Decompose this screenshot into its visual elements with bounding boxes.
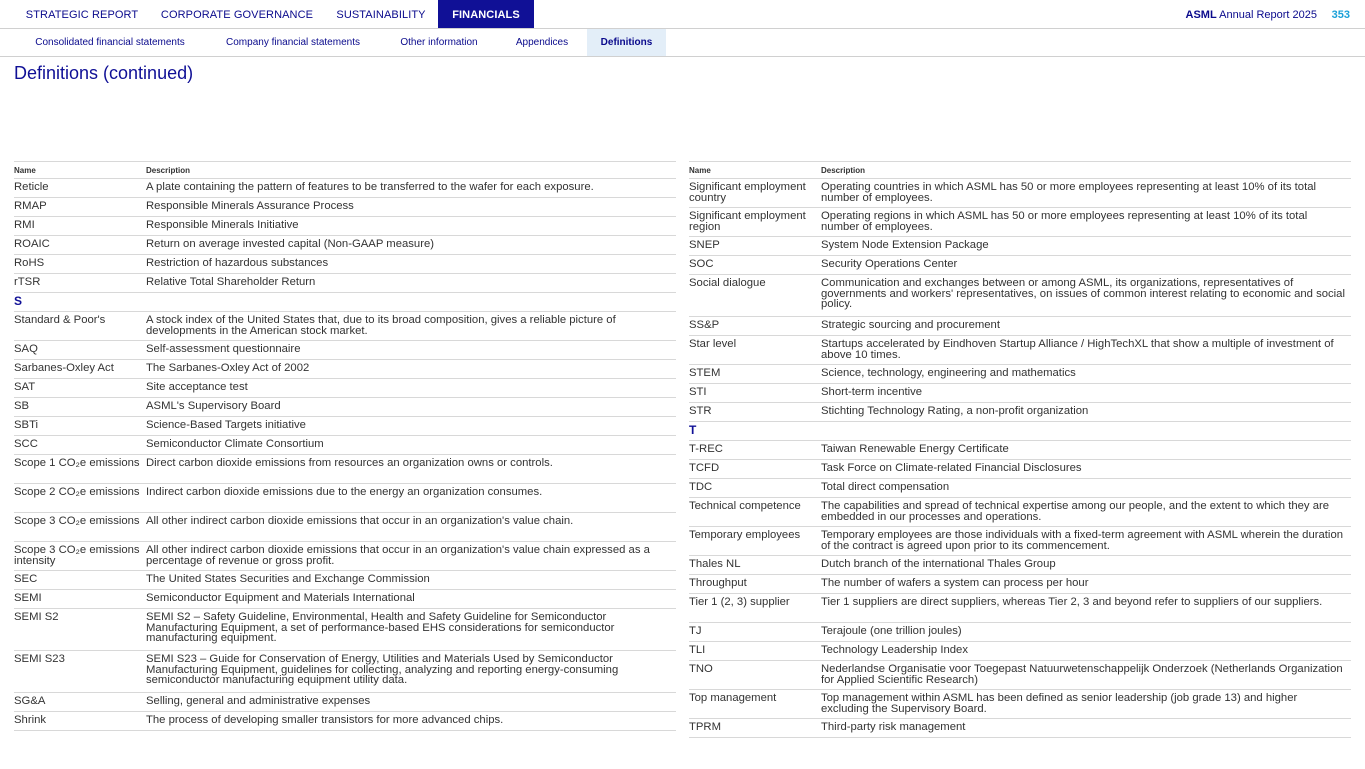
term-name: rTSR: [14, 274, 146, 293]
table-row: [689, 594, 1351, 623]
table-row: [689, 384, 1351, 403]
term-name: Shrink: [14, 712, 146, 731]
report-title: Annual Report 2025: [1219, 9, 1317, 21]
table-row: [14, 609, 676, 651]
page-title: Definitions (continued): [14, 63, 194, 83]
term-name: STEM: [689, 365, 821, 384]
table-row: [689, 403, 1351, 422]
term-description: Temporary employees are those individuals with a fixed-term agreement with ASML wherein the duration of the contract is agreed upon prior to its commencement.: [821, 527, 1351, 556]
term-name: TCFD: [689, 460, 821, 479]
term-description: Return on average invested capital (Non-GAAP measure): [146, 236, 676, 255]
term-description: Indirect carbon dioxide emissions due to the energy an organization consumes.: [146, 484, 676, 513]
definitions-left-body: [14, 179, 676, 731]
table-row: [689, 179, 1351, 208]
term-description: ASML's Supervisory Board: [146, 398, 676, 417]
term-description: Operating regions in which ASML has 50 or more employees representing at least 10% of its total number of employees.: [821, 208, 1351, 237]
subtab-company-financial-statements[interactable]: Company financial statements: [226, 37, 360, 48]
table-row: [14, 236, 676, 255]
table-row: [14, 590, 676, 609]
definitions-table-left: [14, 161, 676, 731]
term-description: Operating countries in which ASML has 50 or more employees representing at least 10% of its total number of employees.: [821, 179, 1351, 208]
term-description: Strategic sourcing and procurement: [821, 317, 1351, 336]
term-name: SEMI S23: [14, 651, 146, 693]
term-name: SG&A: [14, 693, 146, 712]
term-description: Responsible Minerals Initiative: [146, 217, 676, 236]
tab-corporate-governance[interactable]: CORPORATE GOVERNANCE: [160, 9, 314, 21]
top-navigation: [0, 0, 1365, 29]
term-name: SEMI S2: [14, 609, 146, 651]
column-header-name: Name: [14, 162, 146, 179]
table-row: [689, 575, 1351, 594]
term-name: SB: [14, 398, 146, 417]
term-name: RMI: [14, 217, 146, 236]
term-name: Star level: [689, 336, 821, 365]
page-number: 353: [1331, 9, 1350, 21]
table-row: [689, 460, 1351, 479]
term-description: All other indirect carbon dioxide emissions that occur in an organization's value chain expressed as a percentage of revenue or gross profit.: [146, 542, 676, 571]
term-description: Semiconductor Climate Consortium: [146, 436, 676, 455]
term-name: SNEP: [689, 237, 821, 256]
term-description: A plate containing the pattern of features to be transferred to the wafer for each exposure.: [146, 179, 676, 198]
term-name: Top management: [689, 690, 821, 719]
term-name: SBTi: [14, 417, 146, 436]
table-row: [14, 693, 676, 712]
table-row: [689, 275, 1351, 317]
term-description: System Node Extension Package: [821, 237, 1351, 256]
table-row: [689, 623, 1351, 642]
brand-name: ASML: [1185, 9, 1217, 21]
table-row: [689, 317, 1351, 336]
table-row: [689, 642, 1351, 661]
table-row: [689, 237, 1351, 256]
term-name: Social dialogue: [689, 275, 821, 317]
column-header-name: Name: [689, 162, 821, 179]
term-description: Semiconductor Equipment and Materials International: [146, 590, 676, 609]
table-row: [689, 208, 1351, 237]
table-row: [14, 436, 676, 455]
term-description: SEMI S2 – Safety Guideline, Environmental, Health and Safety Guideline for Semiconductor Manufacturing Equipment, a set of performance-based EHS considerations for semiconductor manufacturing equipment.: [146, 609, 676, 651]
subtab-other-information[interactable]: Other information: [400, 37, 478, 48]
term-name: T-REC: [689, 441, 821, 460]
table-row: [14, 513, 676, 542]
table-row: [689, 336, 1351, 365]
term-name: Reticle: [14, 179, 146, 198]
term-description: All other indirect carbon dioxide emissions that occur in an organization's value chain.: [146, 513, 676, 542]
table-row: [14, 417, 676, 436]
table-row: [689, 661, 1351, 690]
term-description: Selling, general and administrative expenses: [146, 693, 676, 712]
term-name: TLI: [689, 642, 821, 661]
term-name: TJ: [689, 623, 821, 642]
table-row: [14, 198, 676, 217]
term-name: STI: [689, 384, 821, 403]
term-description: Site acceptance test: [146, 379, 676, 398]
term-name: Technical competence: [689, 498, 821, 527]
term-name: Tier 1 (2, 3) supplier: [689, 594, 821, 623]
section-letter-row: [14, 293, 676, 312]
term-description: Task Force on Climate-related Financial Disclosures: [821, 460, 1351, 479]
table-row: [689, 256, 1351, 275]
section-letter: T: [689, 422, 1351, 441]
term-name: SOC: [689, 256, 821, 275]
subtab-definitions[interactable]: Definitions: [587, 29, 666, 56]
term-description: Self-assessment questionnaire: [146, 341, 676, 360]
table-row: [14, 398, 676, 417]
term-description: Taiwan Renewable Energy Certificate: [821, 441, 1351, 460]
table-row: [689, 690, 1351, 719]
term-description: Startups accelerated by Eindhoven Startup Alliance / HighTechXL that show a multiple of investment of above 10 times.: [821, 336, 1351, 365]
term-description: The Sarbanes-Oxley Act of 2002: [146, 360, 676, 379]
table-row: [14, 484, 676, 513]
subtab-consolidated-financial-statements[interactable]: Consolidated financial statements: [35, 37, 185, 48]
table-row: [14, 217, 676, 236]
term-description: A stock index of the United States that, due to its broad composition, gives a reliable picture of developments in the American stock market.: [146, 312, 676, 341]
table-row: [14, 712, 676, 731]
term-name: SCC: [14, 436, 146, 455]
table-row: [689, 498, 1351, 527]
table-row: [689, 527, 1351, 556]
term-description: Terajoule (one trillion joules): [821, 623, 1351, 642]
table-row: [14, 542, 676, 571]
term-name: Throughput: [689, 575, 821, 594]
term-description: The capabilities and spread of technical expertise among our people, and the extent to which they are embedded in our processes and operations.: [821, 498, 1351, 527]
term-description: Communication and exchanges between or among ASML, its organizations, representatives of governments and workers' representatives, on issues of common interest relating to economic and social policy.: [821, 275, 1351, 317]
term-name: SEMI: [14, 590, 146, 609]
table-row: [14, 379, 676, 398]
table-row: [14, 312, 676, 341]
term-description: Stichting Technology Rating, a non-profit organization: [821, 403, 1351, 422]
tab-strategic-report[interactable]: STRATEGIC REPORT: [25, 9, 139, 21]
table-row: [689, 365, 1351, 384]
term-description: Total direct compensation: [821, 479, 1351, 498]
table-row: [689, 441, 1351, 460]
term-name: Scope 1 CO₂e emissions: [14, 455, 146, 484]
table-row: [14, 455, 676, 484]
term-description: Restriction of hazardous substances: [146, 255, 676, 274]
term-name: STR: [689, 403, 821, 422]
term-description: Relative Total Shareholder Return: [146, 274, 676, 293]
term-description: SEMI S23 – Guide for Conservation of Energy, Utilities and Materials Used by Semiconductor Manufacturing Equipment, guidelines for collecting, analyzing and reporting energy-consuming semiconductor manufacturing equipment utility data.: [146, 651, 676, 693]
term-name: RoHS: [14, 255, 146, 274]
term-description: The number of wafers a system can process per hour: [821, 575, 1351, 594]
table-row: [14, 341, 676, 360]
term-name: Thales NL: [689, 556, 821, 575]
tab-sustainability[interactable]: SUSTAINABILITY: [336, 9, 426, 21]
term-description: Responsible Minerals Assurance Process: [146, 198, 676, 217]
subtab-appendices[interactable]: Appendices: [515, 37, 569, 48]
term-description: Short-term incentive: [821, 384, 1351, 403]
table-row: [14, 179, 676, 198]
term-description: Nederlandse Organisatie voor Toegepast Natuurwetenschappelijk Onderzoek (Netherlands Organization for Applied Scientific Research): [821, 661, 1351, 690]
term-name: Scope 3 CO₂e emissions intensity: [14, 542, 146, 571]
column-header-description: Description: [821, 162, 1351, 179]
term-name: Scope 2 CO₂e emissions: [14, 484, 146, 513]
tab-financials[interactable]: FINANCIALS: [438, 0, 534, 28]
table-row: [689, 719, 1351, 738]
term-description: Tier 1 suppliers are direct suppliers, whereas Tier 2, 3 and beyond refer to suppliers of our suppliers.: [821, 594, 1351, 623]
term-description: Science, technology, engineering and mathematics: [821, 365, 1351, 384]
term-name: TNO: [689, 661, 821, 690]
term-name: Significant employment region: [689, 208, 821, 237]
term-name: SAT: [14, 379, 146, 398]
term-description: The process of developing smaller transistors for more advanced chips.: [146, 712, 676, 731]
term-name: TDC: [689, 479, 821, 498]
term-name: Sarbanes-Oxley Act: [14, 360, 146, 379]
table-row: [689, 556, 1351, 575]
term-description: The United States Securities and Exchange Commission: [146, 571, 676, 590]
term-name: SEC: [14, 571, 146, 590]
term-description: Direct carbon dioxide emissions from resources an organization owns or controls.: [146, 455, 676, 484]
section-letter-row: [689, 422, 1351, 441]
section-letter: S: [14, 293, 676, 312]
table-row: [14, 255, 676, 274]
report-brand: [1186, 0, 1317, 29]
sub-navigation: [0, 29, 1365, 57]
term-name: TPRM: [689, 719, 821, 738]
term-name: Significant employment country: [689, 179, 821, 208]
table-row: [14, 360, 676, 379]
term-name: Scope 3 CO₂e emissions: [14, 513, 146, 542]
table-row: [14, 651, 676, 693]
term-description: Science-Based Targets initiative: [146, 417, 676, 436]
term-description: Security Operations Center: [821, 256, 1351, 275]
definitions-right-body: [689, 179, 1351, 738]
term-description: Third-party risk management: [821, 719, 1351, 738]
term-description: Technology Leadership Index: [821, 642, 1351, 661]
table-row: [14, 274, 676, 293]
term-name: ROAIC: [14, 236, 146, 255]
column-header-description: Description: [146, 162, 676, 179]
term-name: SAQ: [14, 341, 146, 360]
term-description: Dutch branch of the international Thales Group: [821, 556, 1351, 575]
table-row: [689, 479, 1351, 498]
definitions-table-right: [689, 161, 1351, 738]
term-name: Temporary employees: [689, 527, 821, 556]
term-name: SS&P: [689, 317, 821, 336]
term-name: Standard & Poor's: [14, 312, 146, 341]
term-description: Top management within ASML has been defined as senior leadership (job grade 13) and higher excluding the Supervisory Board.: [821, 690, 1351, 719]
table-row: [14, 571, 676, 590]
term-name: RMAP: [14, 198, 146, 217]
